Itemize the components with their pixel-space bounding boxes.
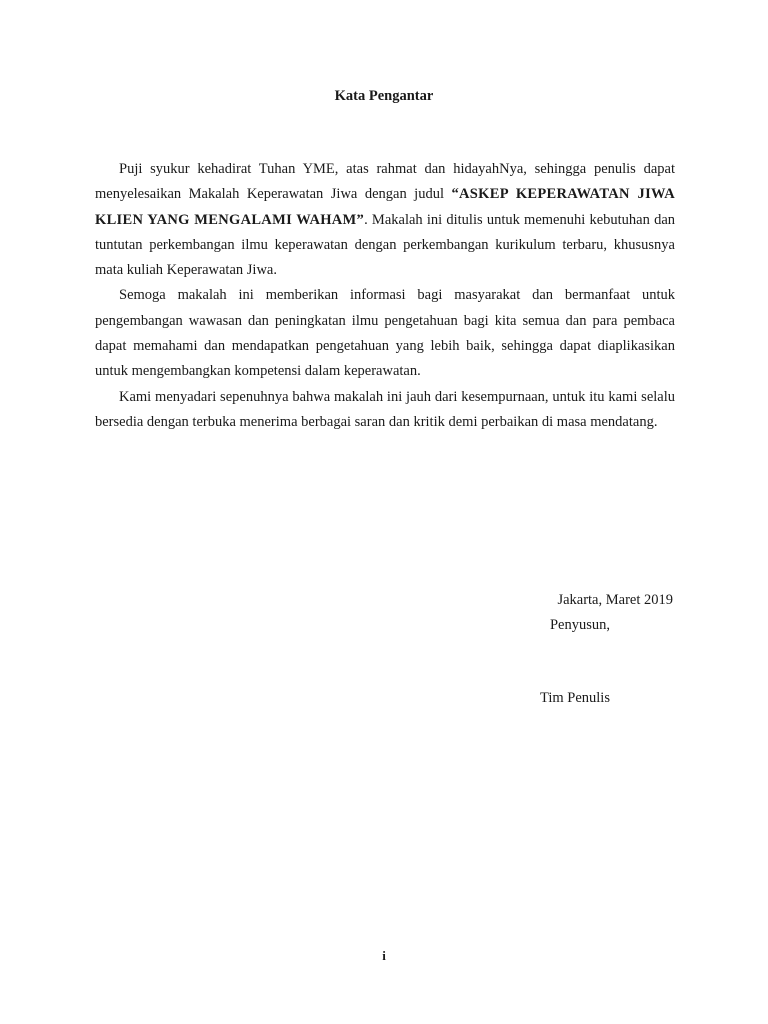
paragraph-1-title-bold: “ASKEP KEPERAWATAN JIWA KLIEN YANG MENGALAMI WAHAM” — [95, 186, 676, 228]
body-text — [95, 157, 675, 435]
signature-block — [470, 588, 720, 711]
paragraph-3: Kami menyadari sepenuhnya bahwa makalah ini jauh dari kesempurnaan, untuk itu kami selalu bersedia dengan terbuka menerima berbagai saran dan kritik demi perbaikan di masa mendatang. — [95, 388, 675, 430]
paragraph-1-text-after: . Makalah ini ditulis untuk memenuhi kebutuhan dan tuntutan perkembangan ilmu keperawatan dengan perkembangan kurikulum terbaru, khususnya mata kuliah Keperawatan Jiwa. — [95, 211, 675, 279]
paragraph-1-text-before: Puji syukur kehadirat Tuhan YME, atas rahmat dan hidayahNya, sehingga penulis dapat menyelesaikan Makalah Keperawatan Jiwa dengan judul — [95, 161, 675, 203]
page-title: Kata Pengantar — [334, 88, 434, 104]
signature-role: Penyusun, — [549, 617, 611, 633]
paragraph-1 — [95, 157, 675, 283]
signature-place-date: Jakarta, Maret 2019 — [557, 592, 673, 608]
page-number: i — [382, 948, 386, 963]
paragraph-2: Semoga makalah ini memberikan informasi bagi masyarakat dan bermanfaat untuk pengembangan wawasan dan peningkatan ilmu pengetahuan bagi kita semua dan para pembaca dapat memahami dan mendapatkan pengetahuan yang lebih baik, sehingga dapat diaplikasikan untuk mengembangkan kompetensi dalam keperawatan. — [95, 287, 675, 380]
signature-name: Tim Penulis — [540, 690, 610, 706]
